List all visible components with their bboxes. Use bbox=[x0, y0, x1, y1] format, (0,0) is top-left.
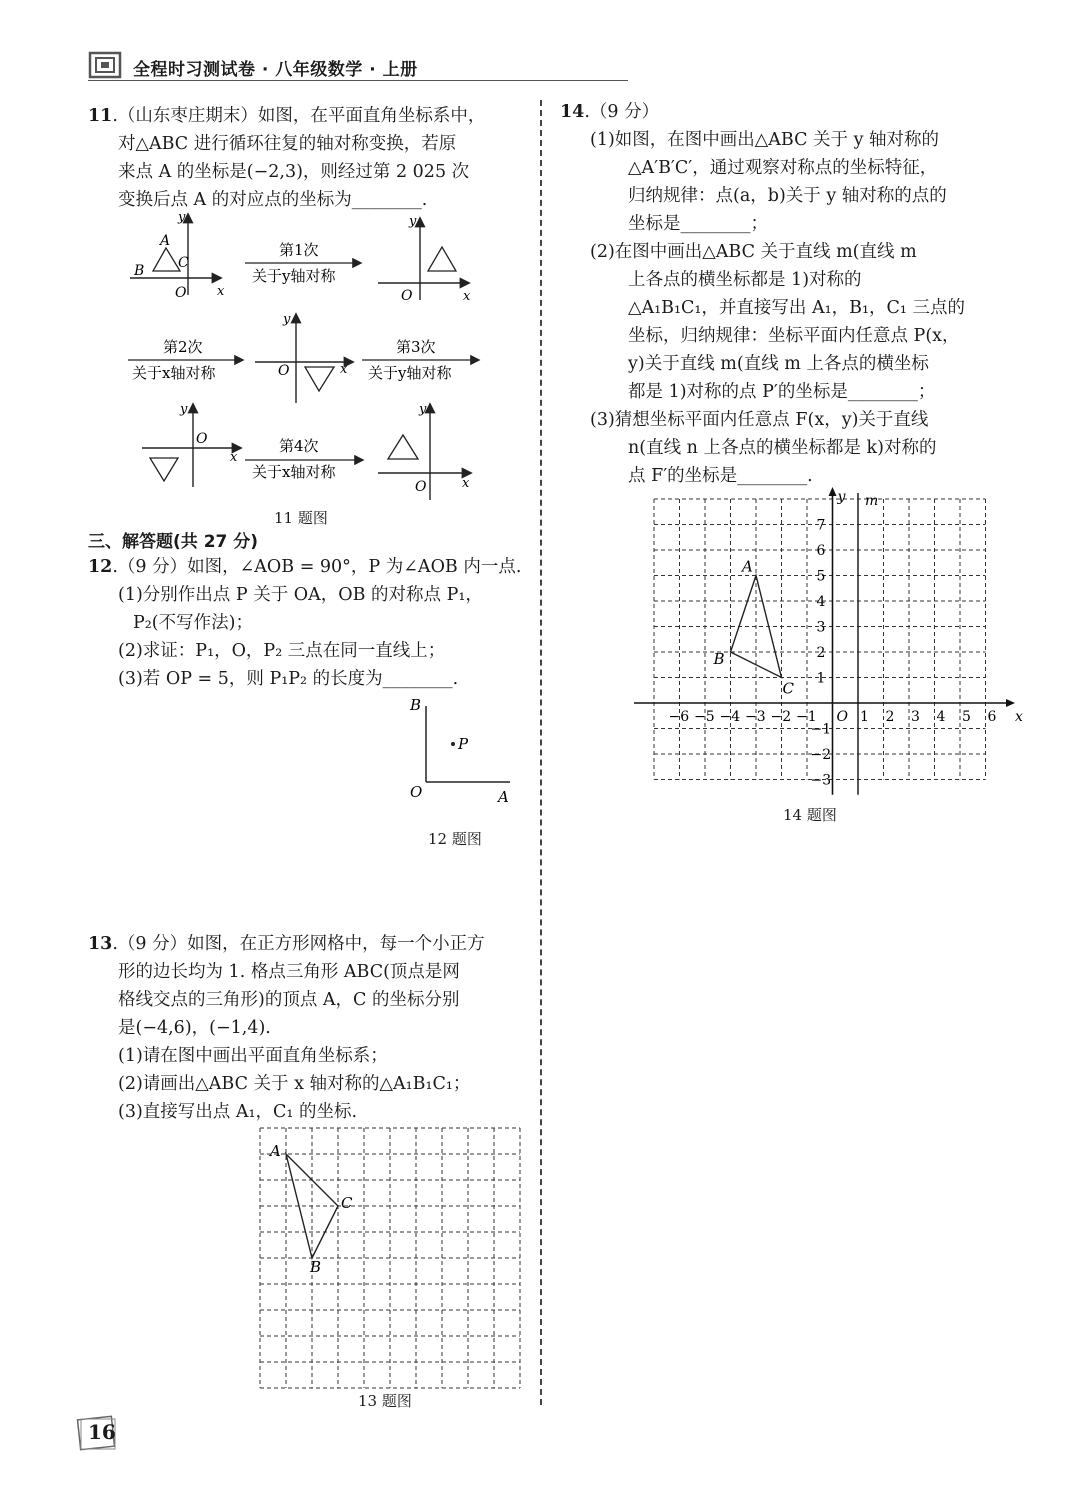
step-label: 第4次 bbox=[279, 437, 319, 455]
q12-figure bbox=[400, 692, 520, 812]
question-text: 格线交点的三角形)的顶点 A，C 的坐标分别 bbox=[118, 990, 460, 1010]
svg-text:y: y bbox=[409, 214, 417, 229]
y-tick-label: 6 bbox=[816, 543, 826, 559]
sub-question: (2)求证：P₁，O，P₂ 三点在同一直线上； bbox=[118, 641, 446, 661]
svg-text:x: x bbox=[340, 362, 348, 377]
sub-question: △A₁B₁C₁，并直接写出 A₁，B₁，C₁ 三点的 bbox=[628, 298, 965, 318]
question-text: .（9 分）如图，∠AOB = 90°，P 为∠AOB 内一点. bbox=[112, 557, 522, 577]
line-m-label: m bbox=[865, 493, 879, 509]
sub-question: (1)分别作出点 P 关于 OA，OB 的对称点 P₁， bbox=[118, 585, 483, 605]
svg-text:y: y bbox=[283, 312, 291, 327]
q14-coordinate-figure bbox=[630, 485, 1023, 789]
step-label: 关于y轴对称 bbox=[252, 267, 336, 285]
svg-text:B: B bbox=[134, 263, 145, 279]
x-tick-label: −5 bbox=[694, 709, 715, 725]
step-label: 关于x轴对称 bbox=[132, 364, 216, 382]
svg-text:x: x bbox=[463, 289, 471, 304]
point-label: B bbox=[713, 650, 725, 668]
y-tick-label: −1 bbox=[810, 721, 832, 738]
step-label: 第3次 bbox=[396, 338, 436, 356]
svg-text:O: O bbox=[278, 363, 290, 379]
svg-text:C: C bbox=[178, 255, 189, 271]
svg-text:y: y bbox=[178, 210, 186, 225]
question-13 bbox=[88, 930, 485, 1126]
sub-question: (2)请画出△ABC 关于 x 轴对称的△A₁B₁C₁； bbox=[118, 1074, 471, 1094]
y-tick-label: −2 bbox=[810, 747, 832, 763]
frame-original bbox=[130, 210, 225, 301]
q11-figure bbox=[120, 205, 500, 505]
header-rule bbox=[88, 80, 628, 81]
question-text: .（山东枣庄期末）如图，在平面直角坐标系中， bbox=[112, 106, 486, 126]
svg-text:x: x bbox=[217, 284, 225, 299]
sub-question: n(直线 n 上各点的横坐标都是 k)对称的 bbox=[628, 438, 937, 458]
sub-question: (3)若 OP = 5，则 P₁P₂ 的长度为________. bbox=[118, 669, 459, 689]
sub-question: (2)在图中画出△ABC 关于直线 m(直线 m bbox=[590, 242, 917, 262]
sub-question: 坐标是________； bbox=[628, 214, 768, 234]
point-label: A bbox=[270, 1142, 281, 1160]
x-tick-label: −2 bbox=[770, 709, 792, 725]
y-tick-label: −3 bbox=[810, 772, 832, 789]
sub-question: △A′B′C′，通过观察对称点的坐标特征， bbox=[628, 158, 938, 178]
sub-question: y)关于直线 m(直线 m 上各点的横坐标 bbox=[628, 354, 929, 374]
point-label: P bbox=[458, 735, 469, 753]
point-label: C bbox=[341, 1194, 353, 1212]
question-text: 变换后点 A 的对应点的坐标为________. bbox=[118, 190, 428, 210]
point-label: C bbox=[782, 679, 794, 698]
question-text: 来点 A 的坐标是(−2,3)，则经过第 2 025 次 bbox=[118, 162, 470, 182]
figure-caption: 13 题图 bbox=[358, 1392, 412, 1410]
step-label: 第1次 bbox=[279, 241, 319, 259]
question-text: .（9 分） bbox=[584, 102, 660, 122]
sub-question: (1)如图，在图中画出△ABC 关于 y 轴对称的 bbox=[590, 130, 940, 150]
x-tick-label: −3 bbox=[745, 709, 766, 725]
figure-caption: 14 题图 bbox=[783, 806, 837, 824]
sub-question: 上各点的横坐标都是 1)对称的 bbox=[628, 270, 862, 290]
x-tick-label: O bbox=[836, 709, 848, 725]
sub-question: P₂(不写作法)； bbox=[133, 613, 253, 633]
x-tick-label: 4 bbox=[936, 709, 946, 725]
frame-step4 bbox=[378, 402, 470, 500]
axis-label: y bbox=[837, 489, 846, 505]
frame-step2 bbox=[255, 312, 352, 403]
question-14 bbox=[560, 98, 965, 490]
y-tick-label: 7 bbox=[816, 517, 826, 534]
frame-step3 bbox=[142, 402, 240, 487]
x-tick-label: −4 bbox=[719, 709, 741, 725]
figure-caption: 11 题图 bbox=[274, 509, 328, 527]
svg-text:A: A bbox=[160, 233, 171, 249]
y-axis-arrow bbox=[829, 487, 837, 496]
section-heading: 三、解答题(共 27 分) bbox=[88, 532, 259, 552]
y-tick-label: 2 bbox=[816, 645, 826, 661]
point-label: A bbox=[498, 788, 509, 806]
y-tick-label: 5 bbox=[816, 568, 826, 585]
svg-text:x: x bbox=[462, 476, 470, 491]
axis-label: x bbox=[1015, 709, 1023, 725]
y-tick-label: 3 bbox=[816, 619, 826, 636]
question-number: 13 bbox=[88, 934, 113, 954]
x-tick-label: 6 bbox=[987, 709, 997, 725]
point-label: B bbox=[410, 696, 422, 714]
frame-step1 bbox=[378, 214, 471, 304]
y-tick-label: 1 bbox=[816, 670, 826, 687]
book-logo-icon bbox=[88, 50, 124, 80]
sub-question: (3)直接写出点 A₁，C₁ 的坐标. bbox=[118, 1102, 358, 1122]
svg-text:y: y bbox=[180, 402, 188, 417]
question-text: 形的边长均为 1. 格点三角形 ABC(顶点是网 bbox=[118, 962, 460, 982]
svg-text:O: O bbox=[401, 288, 413, 304]
column-divider bbox=[540, 100, 542, 1405]
x-tick-label: 3 bbox=[911, 709, 920, 725]
step-label: 第2次 bbox=[163, 338, 203, 356]
question-12 bbox=[88, 553, 521, 693]
step-label: 关于y轴对称 bbox=[368, 364, 452, 382]
svg-text:O: O bbox=[196, 431, 208, 447]
x-tick-label: −6 bbox=[668, 709, 690, 725]
x-tick-label: 2 bbox=[885, 709, 895, 725]
point-label: O bbox=[410, 783, 423, 801]
question-11 bbox=[88, 102, 485, 214]
sub-question: 坐标，归纳规律：坐标平面内任意点 P(x， bbox=[628, 326, 960, 346]
q13-grid-figure bbox=[255, 1120, 525, 1390]
x-tick-label: 5 bbox=[962, 709, 971, 725]
figure-caption: 12 题图 bbox=[428, 830, 482, 848]
y-tick-label: 4 bbox=[816, 594, 826, 610]
question-number: 12 bbox=[88, 557, 113, 577]
question-text: 对△ABC 进行循环往复的轴对称变换，若原 bbox=[118, 134, 457, 154]
step-label: 关于x轴对称 bbox=[252, 463, 336, 481]
x-axis-arrow bbox=[1006, 699, 1015, 707]
question-number: 11 bbox=[88, 106, 113, 126]
point-label: B bbox=[310, 1258, 322, 1276]
sub-question: 都是 1)对称的点 P′的坐标是________； bbox=[628, 382, 936, 402]
svg-text:O: O bbox=[415, 479, 427, 495]
question-text: .（9 分）如图，在正方形网格中，每一个小正方 bbox=[112, 934, 485, 954]
svg-text:O: O bbox=[175, 285, 187, 301]
sub-question: (3)猜想坐标平面内任意点 F(x，y)关于直线 bbox=[590, 410, 929, 430]
sub-question: 点 F′的坐标是________. bbox=[628, 466, 813, 486]
x-tick-label: 1 bbox=[860, 709, 869, 725]
x-tick-label: −1 bbox=[796, 709, 817, 725]
page-number: 16 bbox=[88, 1420, 116, 1444]
question-number: 14 bbox=[560, 102, 585, 122]
svg-text:x: x bbox=[230, 450, 238, 465]
sub-question: 归纳规律：点(a，b)关于 y 轴对称的点的 bbox=[628, 186, 947, 206]
header-title: 全程时习测试卷 · 八年级数学 · 上册 bbox=[133, 60, 418, 80]
sub-question: (1)请在图中画出平面直角坐标系； bbox=[118, 1046, 388, 1066]
question-text: 是(−4,6)，(−1,4). bbox=[118, 1018, 271, 1038]
point-label: A bbox=[742, 557, 753, 576]
svg-text:y: y bbox=[419, 402, 427, 417]
